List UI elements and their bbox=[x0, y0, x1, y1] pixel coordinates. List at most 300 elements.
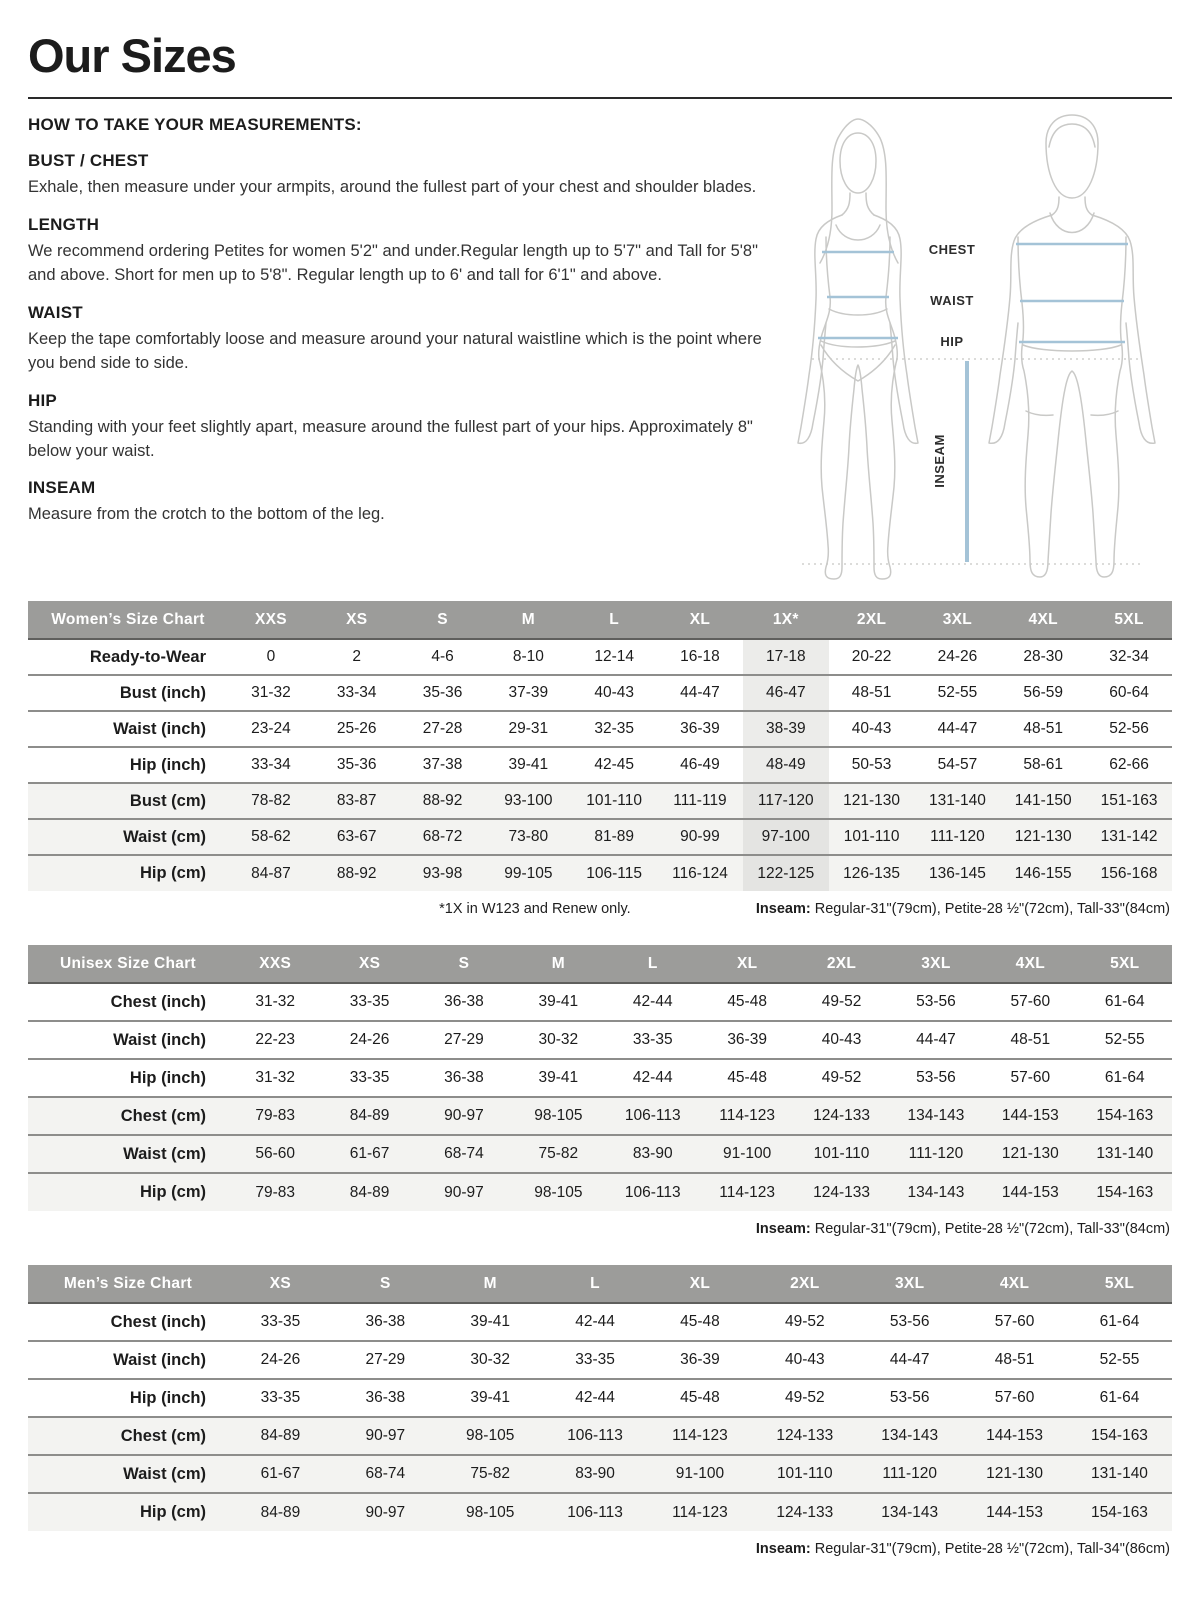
size-cell: 50-53 bbox=[851, 756, 892, 773]
size-cell: 60-64 bbox=[1109, 684, 1149, 701]
size-cell: 36-38 bbox=[444, 993, 484, 1010]
size-cell: 24-26 bbox=[260, 1351, 301, 1368]
measurement-figure bbox=[772, 109, 1172, 589]
size-cell: 42-44 bbox=[632, 993, 673, 1010]
measurement-instructions bbox=[28, 115, 772, 589]
size-cell: 23-24 bbox=[251, 720, 291, 737]
column-header-xl: XL bbox=[648, 1265, 753, 1303]
size-cell: 49-52 bbox=[821, 993, 862, 1010]
size-cell: 2 bbox=[352, 648, 362, 665]
column-header-l: L bbox=[606, 945, 700, 983]
size-cell: 48-51 bbox=[1023, 720, 1064, 737]
size-cell: 131-140 bbox=[928, 792, 986, 809]
size-cell: 39-41 bbox=[538, 993, 579, 1010]
size-cell: 33-34 bbox=[251, 756, 291, 773]
size-cell: 8-10 bbox=[512, 648, 544, 665]
table-row bbox=[28, 675, 1172, 711]
size-cell: 106-113 bbox=[567, 1427, 623, 1444]
row-label: Bust (inch) bbox=[119, 683, 206, 702]
size-cell: 114-123 bbox=[672, 1503, 728, 1521]
size-cell: 84-89 bbox=[349, 1183, 390, 1201]
size-cell: 36-38 bbox=[444, 1069, 484, 1086]
size-cell: 31-32 bbox=[255, 993, 296, 1010]
column-header-2xl: 2XL bbox=[794, 945, 888, 983]
column-header-xl: XL bbox=[700, 945, 794, 983]
size-cell: 20-22 bbox=[851, 648, 892, 665]
size-cell: 146-155 bbox=[1014, 864, 1072, 882]
size-cell: 131-140 bbox=[1091, 1465, 1148, 1482]
woman-silhouette bbox=[798, 119, 918, 579]
size-cell: 45-48 bbox=[727, 993, 767, 1010]
size-cell: 17-18 bbox=[743, 639, 829, 675]
size-cell: 33-35 bbox=[632, 1031, 673, 1048]
section-heading: BUST / CHEST bbox=[28, 151, 149, 170]
size-cell: 49-52 bbox=[821, 1069, 862, 1086]
size-cell: 98-105 bbox=[534, 1107, 583, 1124]
row-label: Waist (cm) bbox=[123, 1464, 206, 1483]
size-cell: 44-47 bbox=[889, 1351, 930, 1368]
size-cell: 144-153 bbox=[986, 1503, 1043, 1521]
column-header-4xl: 4XL bbox=[983, 945, 1077, 983]
table-row bbox=[28, 855, 1172, 891]
column-header-xxs: XXS bbox=[228, 945, 322, 983]
column-header-3xl: 3XL bbox=[857, 1265, 962, 1303]
column-header-3xl: 3XL bbox=[915, 601, 1001, 639]
row-label: Hip (cm) bbox=[140, 1503, 206, 1521]
row-label: Waist (cm) bbox=[123, 827, 206, 846]
size-cell: 48-49 bbox=[743, 747, 829, 783]
size-cell: 101-110 bbox=[776, 1465, 833, 1482]
row-label: Chest (cm) bbox=[120, 1106, 206, 1125]
size-cell: 114-123 bbox=[719, 1183, 776, 1201]
size-cell: 101-110 bbox=[586, 792, 643, 809]
size-cell: 56-60 bbox=[255, 1145, 296, 1162]
row-label: Chest (inch) bbox=[110, 1312, 206, 1331]
size-cell: 106-113 bbox=[624, 1183, 681, 1201]
size-cell: 134-143 bbox=[907, 1183, 965, 1201]
column-header-xs: XS bbox=[314, 601, 400, 639]
size-cell: 56-59 bbox=[1023, 684, 1064, 701]
section-hip bbox=[28, 391, 772, 464]
size-cell: 52-56 bbox=[1109, 720, 1149, 737]
size-cell: 33-35 bbox=[349, 993, 390, 1010]
mens-size-table bbox=[28, 1265, 1172, 1531]
section-heading: HIP bbox=[28, 390, 57, 410]
size-cell: 28-30 bbox=[1023, 648, 1064, 665]
table-row bbox=[28, 983, 1172, 1021]
size-cell: 49-52 bbox=[784, 1389, 825, 1406]
row-label: Hip (cm) bbox=[140, 1183, 206, 1201]
size-cell: 90-99 bbox=[680, 828, 720, 845]
size-cell: 99-105 bbox=[504, 864, 553, 882]
size-cell: 121-130 bbox=[1014, 828, 1072, 845]
column-header-s: S bbox=[400, 601, 486, 639]
size-cell: 91-100 bbox=[723, 1145, 772, 1162]
size-cell: 114-123 bbox=[672, 1427, 728, 1444]
size-cell: 29-31 bbox=[508, 720, 549, 737]
size-cell: 36-39 bbox=[680, 1351, 720, 1368]
column-header-5xl: 5XL bbox=[1086, 601, 1172, 639]
size-cell: 57-60 bbox=[994, 1389, 1035, 1406]
column-header-m: M bbox=[511, 945, 605, 983]
size-cell: 40-43 bbox=[784, 1351, 825, 1368]
size-cell: 49-52 bbox=[784, 1313, 825, 1330]
size-cell: 33-35 bbox=[260, 1313, 301, 1330]
size-cell: 45-48 bbox=[727, 1069, 767, 1086]
size-cell: 53-56 bbox=[889, 1313, 930, 1330]
size-cell: 61-64 bbox=[1099, 1389, 1140, 1406]
size-cell: 75-82 bbox=[470, 1465, 511, 1482]
size-cell: 46-47 bbox=[743, 675, 829, 711]
size-cell: 32-34 bbox=[1109, 648, 1149, 665]
table-row bbox=[28, 1379, 1172, 1417]
intro-section bbox=[28, 115, 1172, 589]
table-row bbox=[28, 639, 1172, 675]
size-cell: 61-67 bbox=[260, 1465, 301, 1482]
table-row bbox=[28, 1173, 1172, 1211]
size-cell: 106-115 bbox=[586, 864, 643, 882]
table-row bbox=[28, 1097, 1172, 1135]
size-cell: 126-135 bbox=[843, 864, 901, 882]
table-row bbox=[28, 1059, 1172, 1097]
size-cell: 53-56 bbox=[889, 1389, 930, 1406]
size-cell: 42-45 bbox=[594, 756, 634, 773]
size-cell: 134-143 bbox=[881, 1503, 939, 1521]
inseam-label: INSEAM bbox=[932, 434, 947, 488]
section-heading: LENGTH bbox=[28, 214, 100, 234]
row-label: Waist (inch) bbox=[113, 1350, 206, 1369]
footnote-inseam: Inseam: Regular-31"(79cm), Petite-28 ½"(72cm), Tall-33"(84cm) bbox=[755, 901, 1170, 917]
footnote-inseam: Inseam: Regular-31"(79cm), Petite-28 ½"(72cm), Tall-33"(84cm) bbox=[755, 1221, 1170, 1237]
column-header-1x: 1X* bbox=[743, 601, 829, 639]
size-cell: 33-34 bbox=[336, 684, 377, 701]
size-cell: 30-32 bbox=[470, 1351, 511, 1368]
size-cell: 116-124 bbox=[672, 864, 728, 882]
size-cell: 35-36 bbox=[422, 684, 463, 701]
size-cell: 83-90 bbox=[632, 1145, 673, 1162]
size-cell: 44-47 bbox=[680, 684, 720, 701]
size-cell: 68-74 bbox=[444, 1145, 484, 1162]
size-cell: 40-43 bbox=[821, 1031, 862, 1048]
table-row bbox=[28, 1455, 1172, 1493]
title-divider bbox=[28, 97, 1172, 99]
size-cell: 93-100 bbox=[504, 792, 553, 809]
size-cell: 24-26 bbox=[937, 648, 978, 665]
column-header-m: M bbox=[485, 601, 571, 639]
size-cell: 90-97 bbox=[365, 1503, 406, 1521]
section-body: Standing with your feet slightly apart, measure around the fullest part of your hips. Approximately 8" below your waist. bbox=[28, 417, 753, 460]
size-cell: 4-6 bbox=[431, 648, 454, 665]
size-cell: 22-23 bbox=[255, 1031, 296, 1048]
waist-label: WAIST bbox=[930, 293, 974, 308]
table-row bbox=[28, 1021, 1172, 1059]
table-row bbox=[28, 783, 1172, 819]
size-cell: 93-98 bbox=[422, 864, 463, 882]
size-cell: 111-119 bbox=[673, 792, 727, 809]
section-heading: WAIST bbox=[28, 302, 83, 322]
size-cell: 90-97 bbox=[444, 1183, 484, 1201]
size-cell: 57-60 bbox=[1010, 1069, 1051, 1086]
size-cell: 98-105 bbox=[534, 1183, 583, 1201]
size-tables bbox=[28, 601, 1172, 1561]
size-cell: 131-142 bbox=[1100, 828, 1158, 845]
size-cell: 84-87 bbox=[251, 864, 291, 882]
section-inseam bbox=[28, 478, 772, 527]
size-cell: 48-51 bbox=[1010, 1031, 1051, 1048]
size-cell: 121-130 bbox=[986, 1465, 1043, 1482]
size-cell: 36-38 bbox=[365, 1389, 406, 1406]
size-cell: 121-130 bbox=[843, 792, 901, 809]
unisex-footnote bbox=[28, 1221, 1170, 1241]
column-header-2xl: 2XL bbox=[829, 601, 915, 639]
size-cell: 33-35 bbox=[349, 1069, 390, 1086]
size-cell: 154-163 bbox=[1096, 1183, 1154, 1201]
size-cell: 78-82 bbox=[251, 792, 291, 809]
unisex-table-title: Unisex Size Chart bbox=[28, 945, 228, 983]
size-cell: 54-57 bbox=[937, 756, 978, 773]
size-cell: 91-100 bbox=[675, 1465, 725, 1482]
size-cell: 156-168 bbox=[1100, 864, 1158, 882]
size-cell: 151-163 bbox=[1100, 792, 1158, 809]
size-cell: 36-39 bbox=[727, 1031, 767, 1048]
table-row bbox=[28, 1493, 1172, 1531]
size-cell: 16-18 bbox=[680, 648, 720, 665]
section-body: Exhale, then measure under your armpits, around the fullest part of your chest and shoulder blades. bbox=[28, 178, 757, 196]
size-cell: 121-130 bbox=[1001, 1145, 1059, 1162]
size-cell: 52-55 bbox=[1104, 1031, 1145, 1048]
column-header-xl: XL bbox=[657, 601, 743, 639]
size-cell: 84-89 bbox=[260, 1503, 301, 1521]
size-cell: 73-80 bbox=[508, 828, 549, 845]
row-label: Ready-to-Wear bbox=[89, 647, 206, 666]
table-row bbox=[28, 747, 1172, 783]
size-cell: 31-32 bbox=[251, 684, 291, 701]
size-cell: 57-60 bbox=[994, 1313, 1035, 1330]
row-label: Hip (inch) bbox=[129, 1388, 206, 1407]
size-cell: 36-38 bbox=[365, 1313, 406, 1330]
row-label: Bust (cm) bbox=[129, 791, 206, 810]
size-cell: 58-61 bbox=[1023, 756, 1064, 773]
size-cell: 37-39 bbox=[508, 684, 549, 701]
womens-table-title: Women’s Size Chart bbox=[28, 601, 228, 639]
column-header-l: L bbox=[543, 1265, 648, 1303]
size-cell: 33-35 bbox=[260, 1389, 301, 1406]
size-cell: 111-120 bbox=[908, 1145, 964, 1162]
size-cell: 90-97 bbox=[365, 1427, 406, 1444]
column-header-5xl: 5XL bbox=[1067, 1265, 1172, 1303]
row-label: Hip (inch) bbox=[129, 1068, 206, 1087]
size-cell: 79-83 bbox=[255, 1183, 296, 1201]
size-cell: 154-163 bbox=[1091, 1427, 1148, 1444]
size-cell: 106-113 bbox=[567, 1503, 623, 1521]
size-cell: 122-125 bbox=[743, 855, 829, 891]
size-cell: 42-44 bbox=[575, 1389, 615, 1406]
size-cell: 98-105 bbox=[466, 1503, 515, 1521]
size-cell: 97-100 bbox=[743, 819, 829, 855]
size-cell: 37-38 bbox=[422, 756, 463, 773]
section-heading: INSEAM bbox=[28, 478, 96, 498]
section-length bbox=[28, 215, 772, 288]
size-cell: 131-140 bbox=[1096, 1145, 1154, 1162]
size-cell: 39-41 bbox=[470, 1389, 511, 1406]
column-header-xxs: XXS bbox=[228, 601, 314, 639]
column-header-xs: XS bbox=[322, 945, 416, 983]
size-cell: 61-64 bbox=[1104, 1069, 1145, 1086]
size-cell: 84-89 bbox=[349, 1107, 390, 1124]
size-cell: 57-60 bbox=[1010, 993, 1051, 1010]
size-cell: 83-87 bbox=[336, 792, 377, 809]
row-label: Hip (inch) bbox=[129, 755, 206, 774]
size-cell: 124-133 bbox=[813, 1107, 870, 1124]
size-cell: 35-36 bbox=[336, 756, 377, 773]
column-header-m: M bbox=[438, 1265, 543, 1303]
size-cell: 61-64 bbox=[1099, 1313, 1140, 1330]
size-cell: 27-29 bbox=[365, 1351, 406, 1368]
table-row bbox=[28, 819, 1172, 855]
size-cell: 141-150 bbox=[1014, 792, 1072, 809]
column-header-5xl: 5XL bbox=[1078, 945, 1172, 983]
size-cell: 83-90 bbox=[575, 1465, 615, 1482]
size-cell: 101-110 bbox=[813, 1145, 870, 1162]
page-title: Our Sizes bbox=[28, 29, 236, 82]
section-body: Keep the tape comfortably loose and measure around your natural waistline which is the point where you bend side to side. bbox=[28, 329, 762, 372]
size-cell: 134-143 bbox=[907, 1107, 965, 1124]
row-label: Waist (inch) bbox=[113, 719, 206, 738]
hip-label: HIP bbox=[940, 334, 964, 349]
mens-footnote bbox=[28, 1541, 1170, 1561]
man-silhouette bbox=[989, 115, 1155, 577]
table-row bbox=[28, 1303, 1172, 1341]
size-cell: 154-163 bbox=[1091, 1503, 1148, 1521]
size-cell: 24-26 bbox=[349, 1031, 390, 1048]
column-header-4xl: 4XL bbox=[962, 1265, 1067, 1303]
size-cell: 61-64 bbox=[1104, 993, 1145, 1010]
size-cell: 40-43 bbox=[594, 684, 634, 701]
size-cell: 25-26 bbox=[336, 720, 377, 737]
size-cell: 134-143 bbox=[881, 1427, 939, 1444]
size-cell: 106-113 bbox=[624, 1107, 681, 1124]
size-cell: 45-48 bbox=[680, 1389, 720, 1406]
row-label: Hip (cm) bbox=[140, 864, 206, 882]
size-cell: 31-32 bbox=[255, 1069, 296, 1086]
size-cell: 33-35 bbox=[575, 1351, 615, 1368]
size-cell: 101-110 bbox=[843, 828, 900, 845]
column-header-3xl: 3XL bbox=[889, 945, 983, 983]
size-cell: 42-44 bbox=[632, 1069, 673, 1086]
chest-label: CHEST bbox=[928, 242, 976, 257]
size-cell: 68-72 bbox=[422, 828, 463, 845]
size-cell: 44-47 bbox=[916, 1031, 956, 1048]
size-cell: 0 bbox=[266, 648, 276, 665]
size-cell: 45-48 bbox=[680, 1313, 720, 1330]
row-label: Chest (cm) bbox=[120, 1426, 206, 1445]
size-cell: 79-83 bbox=[255, 1107, 296, 1124]
size-cell: 12-14 bbox=[594, 648, 634, 665]
section-bust-chest bbox=[28, 151, 772, 200]
measurement-diagram bbox=[772, 109, 1172, 589]
size-cell: 44-47 bbox=[937, 720, 978, 737]
size-cell: 124-133 bbox=[776, 1427, 834, 1444]
column-header-xs: XS bbox=[228, 1265, 333, 1303]
size-cell: 154-163 bbox=[1096, 1107, 1154, 1124]
section-body: Measure from the crotch to the bottom of the leg. bbox=[28, 505, 385, 524]
size-cell: 48-51 bbox=[994, 1351, 1035, 1368]
size-cell: 27-29 bbox=[444, 1031, 484, 1048]
womens-footnote bbox=[28, 901, 1170, 921]
size-cell: 111-120 bbox=[930, 828, 985, 845]
size-cell: 27-28 bbox=[422, 720, 463, 737]
size-cell: 39-41 bbox=[470, 1313, 511, 1330]
size-cell: 36-39 bbox=[680, 720, 720, 737]
size-cell: 111-120 bbox=[882, 1465, 937, 1482]
section-waist bbox=[28, 303, 772, 376]
size-cell: 98-105 bbox=[466, 1427, 515, 1444]
row-label: Chest (inch) bbox=[110, 992, 206, 1011]
row-label: Waist (inch) bbox=[113, 1030, 206, 1049]
table-row bbox=[28, 1341, 1172, 1379]
size-cell: 124-133 bbox=[776, 1503, 834, 1521]
table-row bbox=[28, 1135, 1172, 1173]
womens-table-block bbox=[28, 601, 1172, 921]
size-cell: 52-55 bbox=[1099, 1351, 1140, 1368]
size-cell: 38-39 bbox=[743, 711, 829, 747]
size-cell: 63-67 bbox=[336, 828, 377, 845]
size-cell: 32-35 bbox=[594, 720, 634, 737]
size-cell: 53-56 bbox=[916, 993, 956, 1010]
size-cell: 58-62 bbox=[251, 828, 291, 845]
size-cell: 39-41 bbox=[508, 756, 549, 773]
section-body: We recommend ordering Petites for women 5'2" and under.Regular length up to 5'7" and Tall for 5'8" and above. Short for men up to 5'8". Regular length up to 6' and tall for 6'1" and above. bbox=[28, 241, 758, 284]
footnote-inseam: Inseam: Regular-31"(79cm), Petite-28 ½"(72cm), Tall-34"(86cm) bbox=[755, 1541, 1170, 1557]
column-header-l: L bbox=[571, 601, 657, 639]
unisex-size-table bbox=[28, 945, 1172, 1211]
size-cell: 84-89 bbox=[260, 1427, 301, 1444]
womens-size-table bbox=[28, 601, 1172, 891]
size-cell: 62-66 bbox=[1109, 756, 1149, 773]
size-cell: 144-153 bbox=[1001, 1183, 1059, 1201]
size-cell: 61-67 bbox=[349, 1145, 390, 1162]
column-header-2xl: 2XL bbox=[752, 1265, 857, 1303]
size-cell: 75-82 bbox=[538, 1145, 579, 1162]
column-header-4xl: 4XL bbox=[1000, 601, 1086, 639]
size-cell: 88-92 bbox=[336, 864, 377, 882]
size-cell: 114-123 bbox=[719, 1107, 776, 1124]
size-cell: 40-43 bbox=[851, 720, 892, 737]
mens-table-title: Men’s Size Chart bbox=[28, 1265, 228, 1303]
measurements-heading: HOW TO TAKE YOUR MEASUREMENTS: bbox=[28, 115, 362, 134]
footnote-note: *1X in W123 and Renew only. bbox=[439, 901, 631, 917]
size-cell: 144-153 bbox=[1001, 1107, 1059, 1124]
column-header-s: S bbox=[417, 945, 511, 983]
size-cell: 117-120 bbox=[743, 783, 829, 819]
unisex-table-block bbox=[28, 945, 1172, 1241]
table-row bbox=[28, 1417, 1172, 1455]
size-cell: 68-74 bbox=[365, 1465, 406, 1482]
row-label: Waist (cm) bbox=[123, 1144, 206, 1163]
column-header-s: S bbox=[333, 1265, 438, 1303]
size-cell: 39-41 bbox=[538, 1069, 579, 1086]
size-cell: 136-145 bbox=[928, 864, 986, 882]
size-cell: 30-32 bbox=[538, 1031, 579, 1048]
size-cell: 124-133 bbox=[813, 1183, 870, 1201]
size-cell: 53-56 bbox=[916, 1069, 956, 1086]
size-cell: 90-97 bbox=[444, 1107, 484, 1124]
size-cell: 52-55 bbox=[937, 684, 978, 701]
size-cell: 48-51 bbox=[851, 684, 892, 701]
size-cell: 42-44 bbox=[575, 1313, 615, 1330]
size-cell: 46-49 bbox=[680, 756, 720, 773]
size-cell: 81-89 bbox=[594, 828, 634, 845]
